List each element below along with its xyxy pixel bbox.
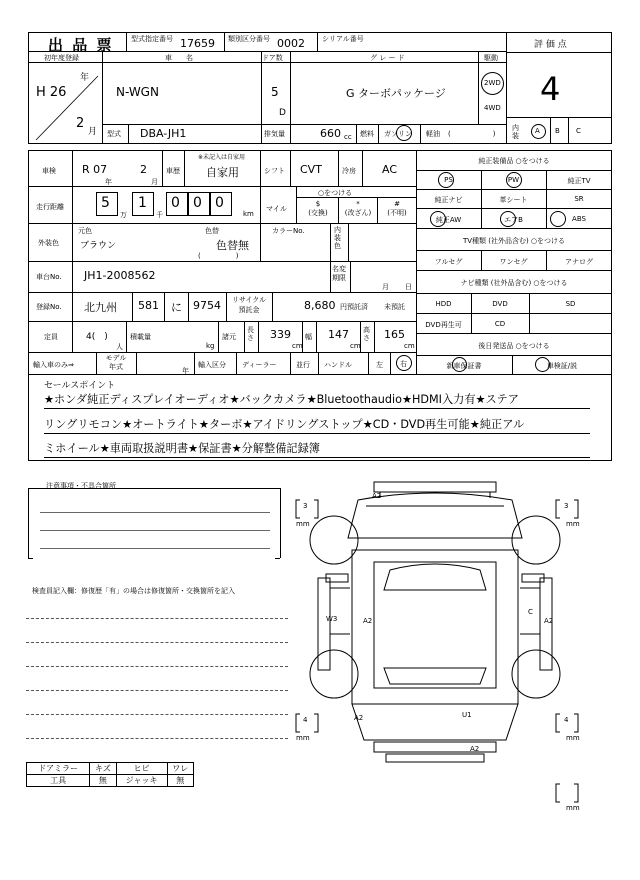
recycle-none: 未預託 [384, 303, 405, 311]
model-year-label: モデル 年式 [105, 354, 127, 371]
load-unit: kg [206, 342, 215, 350]
model-designation-value: 17659 [180, 37, 215, 50]
height-label: 高さ [363, 326, 370, 342]
interior-c: C [576, 127, 581, 135]
category-value: 0002 [277, 37, 305, 50]
equip-aw: 純正AW [435, 216, 462, 224]
reg-kana: に [171, 301, 182, 314]
sales-line-1: ★ホンダ純正ディスプレイオーディオ★バックカメラ★Bluetoothaudio★HDMI入力有★ステア [44, 393, 519, 406]
original-color-label: 元色 [78, 227, 92, 235]
drive-label: 駆動 [484, 54, 498, 62]
capacity-label: 定員 [44, 333, 58, 341]
shift-value: CVT [300, 163, 322, 176]
navi-type-label: ナビ種類 (社外品含む) ○をつける [460, 279, 568, 287]
later-warranty: 新車保証書 [446, 362, 482, 370]
drive-2wd: 2WD [484, 79, 501, 87]
first-reg-month: 2 [76, 116, 85, 131]
mark-rear-u1: U1 [462, 711, 472, 719]
equip-leather: 革シート [499, 196, 528, 204]
interior-label: 内装 [512, 124, 519, 140]
tread-front-left-unit: mm [296, 520, 310, 528]
type-label: 型式 [107, 130, 121, 138]
fuel-label: 燃料 [360, 130, 374, 138]
repaint-label: 色替 [205, 227, 219, 235]
fuel-bracket: ( ) [448, 130, 496, 138]
ac-value: AC [382, 163, 398, 176]
mark-rear-bottom: A2 [470, 745, 480, 753]
fuel-diesel: 軽油 [426, 130, 440, 138]
reg-class: 581 [138, 299, 159, 312]
length-value: 339 [270, 328, 291, 341]
tread-rear-right: 4 [564, 716, 569, 724]
mileage-label: 走行距離 [36, 203, 64, 211]
tv-type-label: TV種類 (社外品含む) ○をつける [462, 237, 566, 245]
displacement-value: 660 [320, 127, 341, 140]
tv-oneseg: ワンセグ [499, 258, 528, 266]
model-designation-label: 型式指定番号 [131, 35, 173, 43]
mark-front-top: A2 [372, 492, 382, 500]
color-no-label: カラーNo. [272, 227, 305, 235]
interior-b: B [555, 127, 560, 135]
navi-cd: CD [494, 320, 506, 328]
inspector-note-label: 検査員記入欄：修復歴「有」の場合は修復箇所・交換箇所を記入 [32, 587, 235, 595]
equip-sr: SR [574, 195, 584, 203]
recycle-value: 8,680 [304, 299, 336, 312]
width-unit: cm [350, 342, 361, 350]
inspection-value: R 07 [82, 163, 108, 176]
car-name-label: 車 名 [165, 54, 193, 62]
interior-a: A [535, 127, 540, 135]
width-value: 147 [328, 328, 349, 341]
name-change-month: 月 [382, 283, 389, 291]
sales-points-label: セールスポイント [44, 381, 116, 391]
name-change-label: 名変 期限 [332, 265, 346, 282]
meter-unknown: # (不明) [387, 200, 407, 217]
tread-front-right: 3 [564, 502, 569, 510]
inspection-label: 車検 [42, 167, 56, 175]
length-label: 長さ [247, 326, 254, 342]
name-change-day: 日 [405, 283, 412, 291]
car-name-value: N-WGN [116, 85, 159, 99]
interior-color-label: 内 装 色 [334, 226, 341, 250]
parallel-option: 並行 [296, 361, 310, 369]
handle-left: 左 [376, 361, 383, 369]
repaint-value: 色替無 [216, 239, 249, 252]
inspection-month: 2 [140, 163, 147, 176]
import-type-label: 輸入区分 [198, 361, 226, 369]
equip-airbag: エアB [504, 216, 523, 224]
doors-value: 5 [271, 85, 279, 99]
height-value: 165 [384, 328, 405, 341]
navi-hdd: HDD [435, 300, 452, 308]
inspection-month-unit: 月 [151, 178, 158, 186]
caution-label: 注意事項・不具合箇所 [46, 482, 116, 490]
mileage-digit-4: 0 [193, 195, 202, 211]
first-reg-label: 初年度登録 [44, 54, 79, 62]
reg-area: 北九州 [84, 301, 117, 314]
history-label: 車歴 [166, 167, 180, 175]
serial-label: シリアル番号 [322, 35, 364, 43]
sales-line-2: リングリモコン★オートライト★ターボ★アイドリングストップ★CD・DVD再生可能★純正アル [44, 418, 525, 431]
genuine-equipment-label: 純正装備品 ○をつける [478, 157, 550, 165]
handle-right: 右 [400, 360, 407, 368]
tool-header-2: キズ [90, 763, 116, 775]
year-unit: 年 [80, 73, 90, 83]
chassis-value: JH1-2008562 [84, 269, 156, 282]
tool-value-3: ジャッキ [116, 775, 167, 787]
first-reg-era: H 26 [36, 85, 67, 100]
height-unit: cm [404, 342, 415, 350]
equip-navi: 純正ナビ [434, 196, 463, 204]
tool-header-3: ヒビ [116, 763, 167, 775]
history-note: ※未記入は自家用 [198, 154, 246, 161]
tread-front-left: 3 [303, 502, 308, 510]
recycle-unit: 円預託済 [340, 303, 368, 311]
mileage-digit-3: 0 [171, 195, 180, 211]
month-unit: 月 [88, 127, 98, 137]
mile-label: マイル [266, 205, 287, 213]
type-value: DBA-JH1 [140, 127, 187, 140]
grade-value: G ターボパッケージ [346, 87, 446, 100]
model-year-unit: 年 [182, 367, 189, 375]
tool-header-4: ワレ [167, 763, 193, 775]
history-value: 自家用 [206, 166, 239, 179]
tool-value-4: 無 [167, 775, 193, 787]
recycle-label: リサイクル 預託金 [231, 296, 267, 314]
mark-left-front: W3 [326, 615, 338, 623]
later-items-label: 後日発送品 ○をつける [478, 342, 550, 350]
tread-front-right-unit: mm [566, 520, 580, 528]
sen-unit: 千 [156, 211, 163, 219]
sales-line-3: ミホイール★車両取扱説明書★保証書★分解整備記録簿 [44, 442, 320, 455]
rating-value: 4 [540, 70, 561, 108]
drive-4wd: 4WD [484, 104, 501, 112]
repaint-paren: ( ) [198, 252, 239, 260]
navi-sd: SD [565, 300, 576, 308]
ac-label: 冷房 [342, 167, 356, 175]
capacity-unit: 人 [116, 343, 123, 351]
shift-label: シフト [264, 167, 285, 175]
man-unit: 万 [120, 211, 127, 219]
length-unit: cm [292, 342, 303, 350]
chassis-label: 車台No. [36, 273, 62, 281]
mileage-digit-1: 5 [101, 195, 110, 211]
tread-rear-left: 4 [303, 716, 308, 724]
mark-right-door: C [528, 608, 533, 616]
load-label: 積載量 [130, 333, 151, 341]
exterior-label: 外装色 [38, 239, 59, 247]
meter-circle-note: ○をつける [318, 189, 353, 197]
meter-modified: * (改ざん) [344, 200, 372, 217]
tread-rear-left-unit: mm [296, 734, 310, 742]
tread-rear-right-unit: mm [566, 734, 580, 742]
reg-label: 登録No. [36, 303, 62, 311]
category-label: 類別区分番号 [228, 35, 270, 43]
tool-header-1: ドアミラー [27, 763, 90, 775]
rating-label: 評 価 点 [534, 40, 567, 50]
inspection-year-unit: 年 [105, 178, 112, 186]
later-manual: 車検証/説 [546, 362, 578, 370]
equip-abs: ABS [572, 215, 586, 223]
navi-dvd-play: DVD再生可 [425, 321, 462, 329]
dealer-option: ディーラー [242, 361, 277, 369]
mileage-digit-5: 0 [215, 195, 224, 211]
mark-rear-left: A2 [354, 714, 364, 722]
equip-pw: PW [507, 176, 520, 184]
import-label: 輸入車のみ⇒ [33, 361, 74, 369]
width-label: 幅 [305, 333, 312, 341]
equip-ps: PS [444, 176, 453, 184]
mileage-digit-2: 1 [138, 195, 147, 211]
mark-right-side: A2 [544, 617, 554, 625]
tv-analog: アナログ [565, 258, 593, 266]
grade-label: グ レ ー ド [370, 54, 405, 62]
tv-fullseg: フルセグ [434, 258, 463, 266]
equip-tv: 純正TV [567, 177, 591, 185]
original-color-value: ブラウン [80, 241, 117, 251]
tool-value-1: 工具 [27, 775, 90, 787]
fuel-gasoline: ガソリン [384, 130, 412, 138]
km-unit: km [243, 210, 254, 218]
reg-number: 9754 [193, 299, 221, 312]
handle-label: ハンドル [324, 361, 352, 369]
doors-label: ドア数 [262, 54, 283, 62]
meter-exchanged: $ (交換) [308, 200, 328, 217]
tool-value-2: 無 [90, 775, 116, 787]
mark-hood-left: A2 [363, 617, 373, 625]
door-type: D [279, 108, 286, 118]
displacement-label: 排気量 [264, 130, 285, 138]
tool-table [26, 762, 194, 787]
form-title: 出 品 票 [48, 36, 114, 54]
tread-spare-unit: mm [566, 804, 580, 812]
navi-dvd: DVD [492, 300, 508, 308]
cc-unit: cc [344, 133, 352, 141]
capacity-value: 4( ) [86, 332, 108, 342]
dims-label: 諸元 [222, 333, 236, 341]
